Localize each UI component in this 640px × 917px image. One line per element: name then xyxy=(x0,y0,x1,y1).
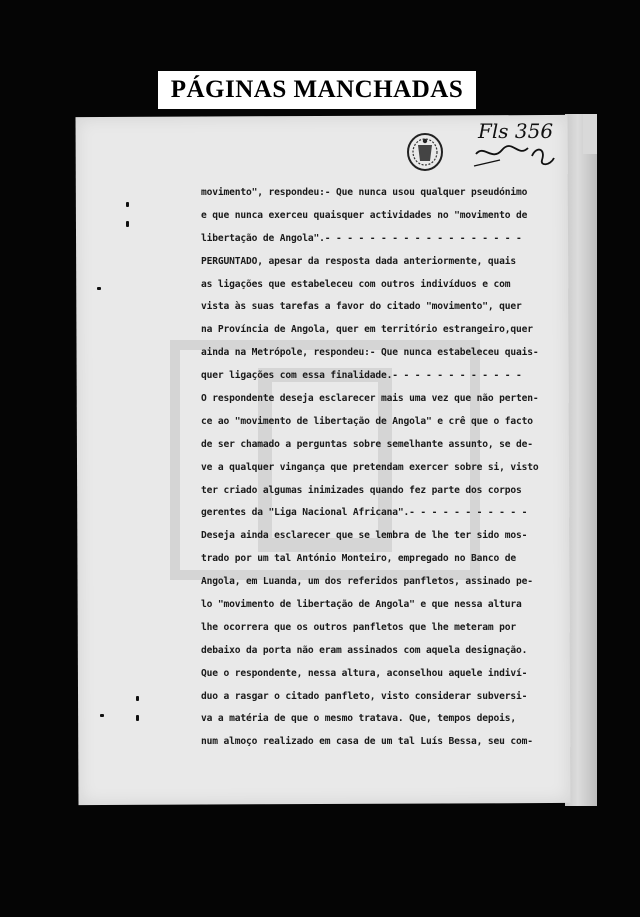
text-line: ve a qualquer vingança que pretendam exercer sobre si, visto xyxy=(201,461,539,473)
page-edge-tab xyxy=(583,114,597,154)
text-line: ter criado algumas inimizades quando fez parte dos corpos xyxy=(201,484,522,496)
text-line: ainda na Metrópole, respondeu:- Que nunca estabeleceu quais- xyxy=(201,347,539,359)
text-line: debaixo da porta não eram assinados com aquela designação. xyxy=(201,644,528,656)
document-body xyxy=(201,182,551,754)
binding-hole-2 xyxy=(126,221,129,227)
stamp-seal-icon xyxy=(405,131,445,173)
binding-hole-5 xyxy=(136,715,139,721)
text-line: e que nunca exerceu quaisquer actividades no "movimento de xyxy=(201,209,528,221)
banner-stained-pages: PÁGINAS MANCHADAS xyxy=(158,71,476,109)
text-line: duo a rasgar o citado panfleto, visto considerar subversi- xyxy=(201,690,528,702)
text-line: quer ligações com essa finalidade.- - - - - - - - - - - - xyxy=(201,370,522,382)
text-line: na Província de Angola, quer em território estrangeiro,quer xyxy=(201,324,533,336)
text-line: movimento", respondeu:- Que nunca usou qualquer pseudónimo xyxy=(201,187,528,198)
text-line: de ser chamado a perguntas sobre semelhante assunto, se de- xyxy=(201,438,533,450)
folio-text: Fls 356 xyxy=(478,119,554,143)
text-line: libertação de Angola".- - - - - - - - - - - - - - - - - - xyxy=(201,232,522,244)
text-line: vista às suas tarefas a favor do citado "movimento", quer xyxy=(201,301,522,313)
text-line: Que o respondente, nessa altura, aconselhou aquele indiví- xyxy=(201,667,528,679)
text-line: va a matéria de que o mesmo tratava. Que, tempos depois, xyxy=(201,713,517,725)
text-line: ce ao "movimento de libertação de Angola" e crê que o facto xyxy=(201,415,533,427)
text-line: Angola, em Luanda, um dos referidos panfletos, assinado pe- xyxy=(201,576,533,588)
text-line: Deseja ainda esclarecer que se lembra de lhe ter sido mos- xyxy=(201,530,528,542)
binding-hole-4 xyxy=(136,696,139,701)
binding-hole-1 xyxy=(126,202,129,207)
text-line: as ligações que estabeleceu com outros indivíduos e com xyxy=(201,278,511,290)
text-line: PERGUNTADO, apesar da resposta dada anteriormente, quais xyxy=(201,255,517,267)
binding-hole-6 xyxy=(100,714,104,717)
text-line: lhe ocorrera que os outros panfletos que lhe meteram por xyxy=(201,621,517,633)
text-line: lo "movimento de libertação de Angola" e que nessa altura xyxy=(201,599,522,611)
text-line: trado por um tal António Monteiro, empregado no Banco de xyxy=(201,553,517,565)
text-line: num almoço realizado em casa de um tal Luís Bessa, seu com- xyxy=(201,736,533,748)
text-line: gerentes da "Liga Nacional Africana".- - - - - - - - - - - xyxy=(201,507,528,519)
text-line: O respondente deseja esclarecer mais uma vez que não perten- xyxy=(201,393,539,405)
handwritten-folio-number xyxy=(470,114,560,184)
binding-hole-3 xyxy=(97,287,101,290)
